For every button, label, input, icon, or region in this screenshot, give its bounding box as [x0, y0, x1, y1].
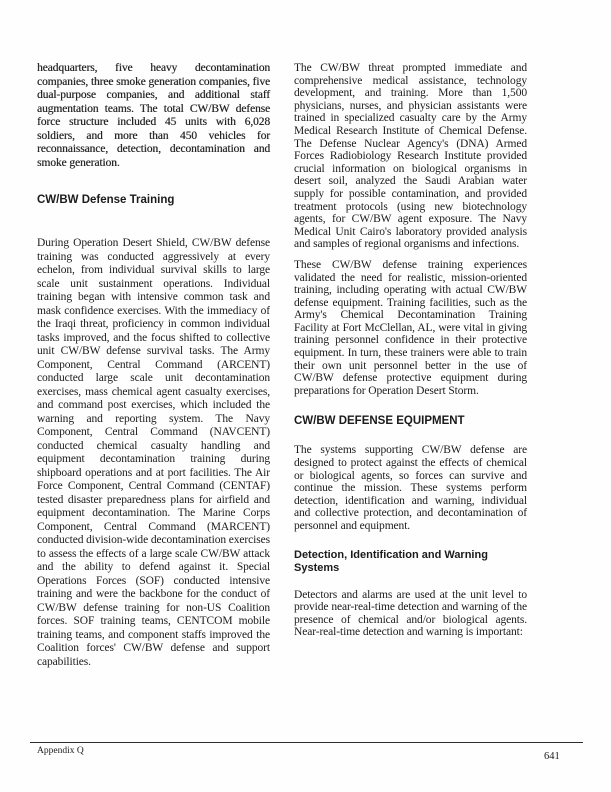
- right-column: [294, 62, 527, 647]
- heading-cwbw-defense-equipment: CW/BW DEFENSE EQUIPMENT: [294, 415, 465, 428]
- footer-rule: [30, 742, 583, 743]
- paragraph-defense-training: During Operation Desert Shield, CW/BW defense training was conducted aggressively at every echelon, from individual survival skills to large scale unit sustainment operations. Individual training began with intensive common task and mask confidence exercises. With the immediacy of the Iraqi threat, proficiency in common individual tasks improved, and the focus shifted to collective unit CW/BW defense survival tasks. The Army Component, Central Command (ARCENT) conducted large scale unit decontamination exercises, mass chemical agent casualty exercises, and command post exercises, which included the warning and reporting system. The Navy Component, Central Command (NAVCENT) conducted chemical casualty handling and equipment decontamination training during shipboard operations and at port facilities. The Air Force Component, Central Command (CENTAF) tested disaster preparedness plans for airfield and equipment decontamination. The Marine Corps Component, Central Command (MARCENT) conducted division-wide decontamination exercises to assess the effects of a large scale CW/BW attack and the ability to defend against it. Special Operations Forces (SOF) conducted intensive training and were the backbone for the conduct of CW/BW defense training for non-US Coalition forces. SOF training teams, CENTCOM mobile training teams, and component staffs improved the Coalition forces' CW/BW defense and support capabilities.: [37, 237, 271, 668]
- paragraph-force-structure: headquarters, five heavy decontamination companies, three smoke generation companies, five dual-purpose companies, and additional staff augmentation teams. The total CW/BW defense force structure included 45 units with 6,028 soldiers, and more than 450 vehicles for reconnaissance, detection, decontamination and smoke generation.: [37, 62, 271, 169]
- left-column: [37, 62, 270, 677]
- paragraph-systems-overview: The systems supporting CW/BW defense are designed to protect against the effects of chemical or biological agents, so forces can survive and continue the mission. These systems perform detection, identification and warning, individual and collective protection, and decontamination of personnel and equipment.: [294, 444, 527, 532]
- footer-appendix-label: Appendix Q: [37, 746, 84, 756]
- heading-cwbw-defense-training: CW/BW Defense Training: [37, 194, 175, 206]
- heading-detection-identification-warning: Detection, Identification and Warning Systems: [294, 548, 488, 574]
- paragraph-detectors-alarms: Detectors and alarms are used at the unit level to provide near-real-time detection and warning of the presence of chemical and/or biological agents. Near-real-time detection and warning is important:: [294, 588, 527, 639]
- footer-page-number: 641: [544, 751, 560, 762]
- paragraph-medical-assistance: The CW/BW threat prompted immediate and comprehensive medical assistance, technology development, and training. More than 1,500 physicians, nurses, and physician assistants were trained in specialized casualty care by the Army Medical Research Institute of Chemical Defense. The Defense Nuclear Agency's (DNA) Armed Forces Radiobiology Research Institute provided crucial information on biological organisms in desert soil, analyzed the Saudi Arabian water supply for possible contamination, and provided treatment protocols (using new biotechnology agents, for CW/BW agent exposure. The Navy Medical Unit Cairo's laboratory provided analysis and samples of regional organisms and infections.: [294, 62, 527, 251]
- paragraph-training-experiences: These CW/BW defense training experiences validated the need for realistic, mission-oriented training, including operating with actual CW/BW defense equipment. Training facilities, such as the Army's Chemical Decontamination Training Facility at Fort McClellan, AL, were vital in giving training personnel confidence in their protective equipment. In turn, these trainers were able to train their own unit personnel better in the use of CW/BW defense protective equipment during preparations for Operation Desert Storm.: [294, 258, 527, 397]
